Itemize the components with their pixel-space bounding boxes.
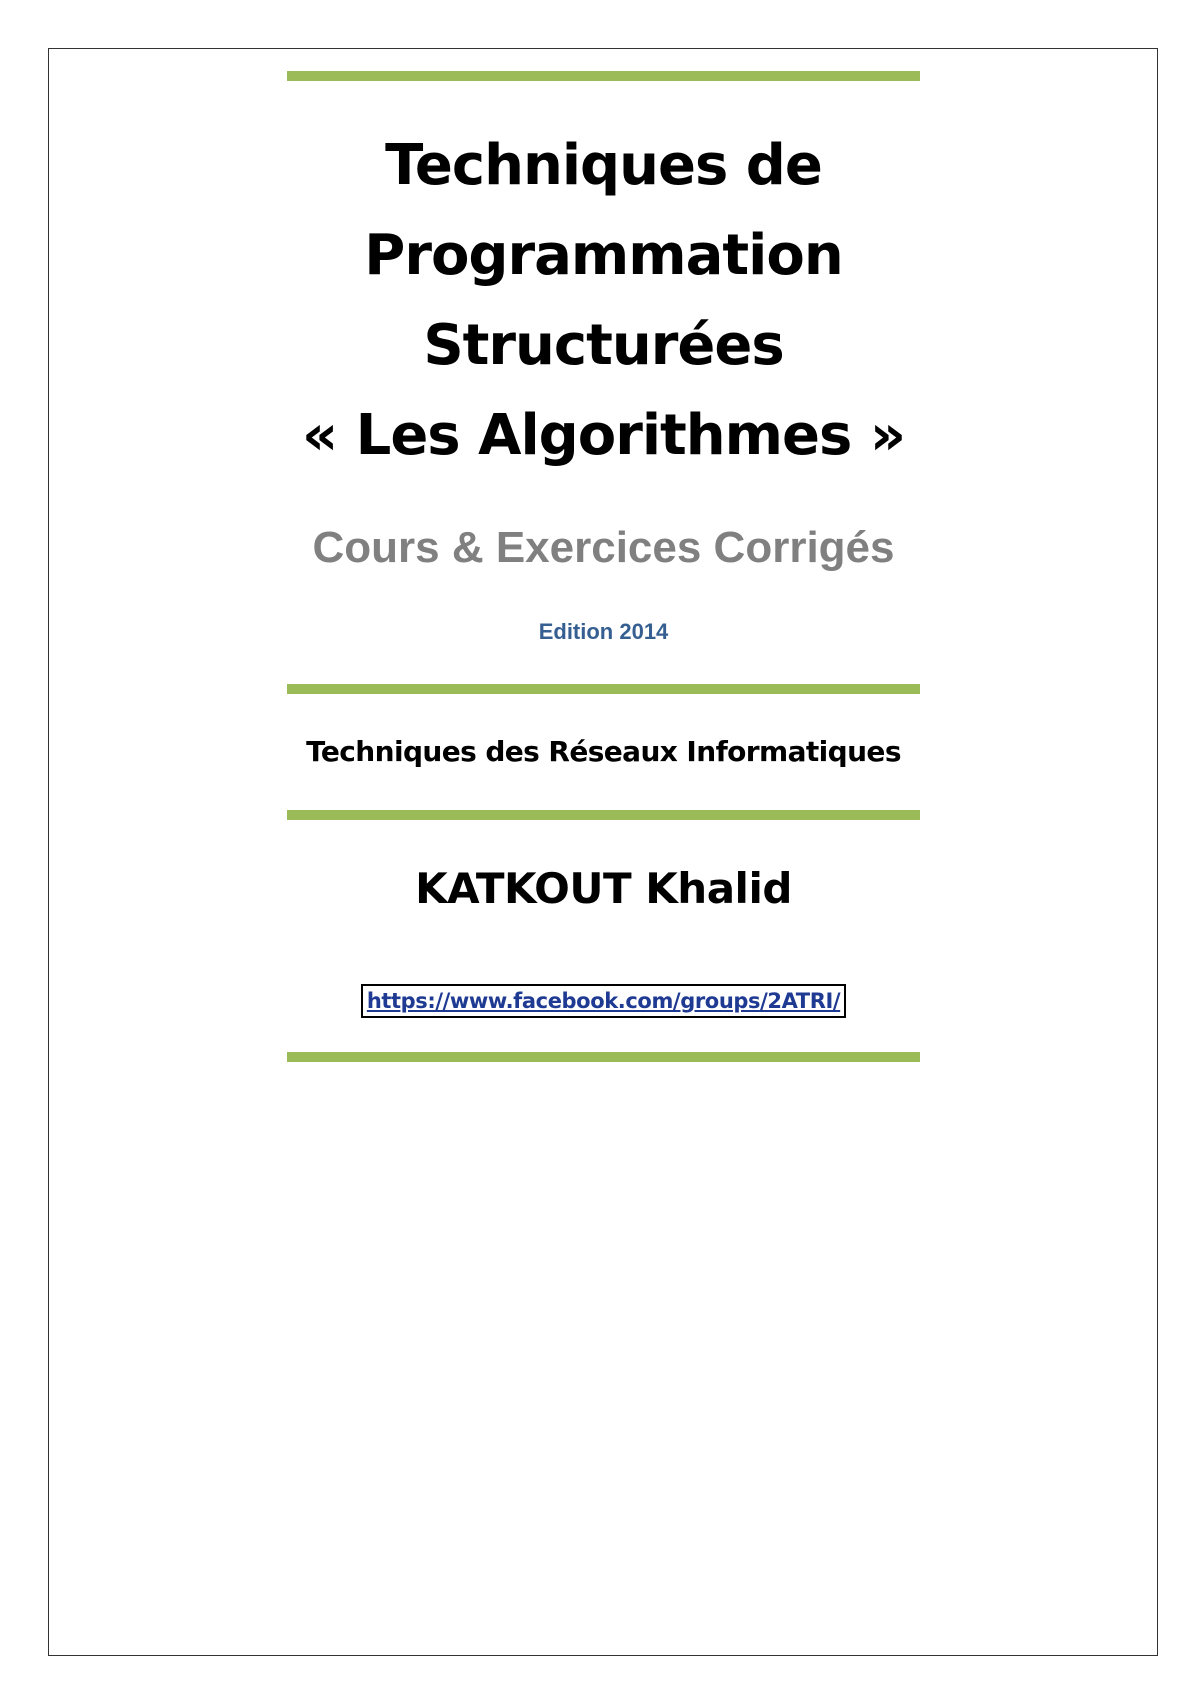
title-line-2: Programmation bbox=[364, 223, 843, 288]
divider-after-edition bbox=[287, 684, 920, 694]
top-divider bbox=[287, 71, 920, 81]
title-line-3: Structurées bbox=[423, 313, 784, 378]
link-container bbox=[287, 984, 920, 1018]
author-name: KATKOUT Khalid bbox=[415, 864, 792, 913]
bottom-divider bbox=[287, 1052, 920, 1062]
facebook-group-link[interactable]: https://www.facebook.com/groups/2ATRI/ bbox=[361, 984, 846, 1018]
title-line-4: « Les Algorithmes » bbox=[301, 403, 906, 468]
edition-label: Edition 2014 bbox=[538, 619, 669, 644]
subtitle: Cours & Exercices Corrigés bbox=[312, 523, 895, 572]
divider-after-department bbox=[287, 810, 920, 820]
department-label: Techniques des Réseaux Informatiques bbox=[306, 735, 901, 768]
title-line-1: Techniques de bbox=[385, 133, 822, 198]
